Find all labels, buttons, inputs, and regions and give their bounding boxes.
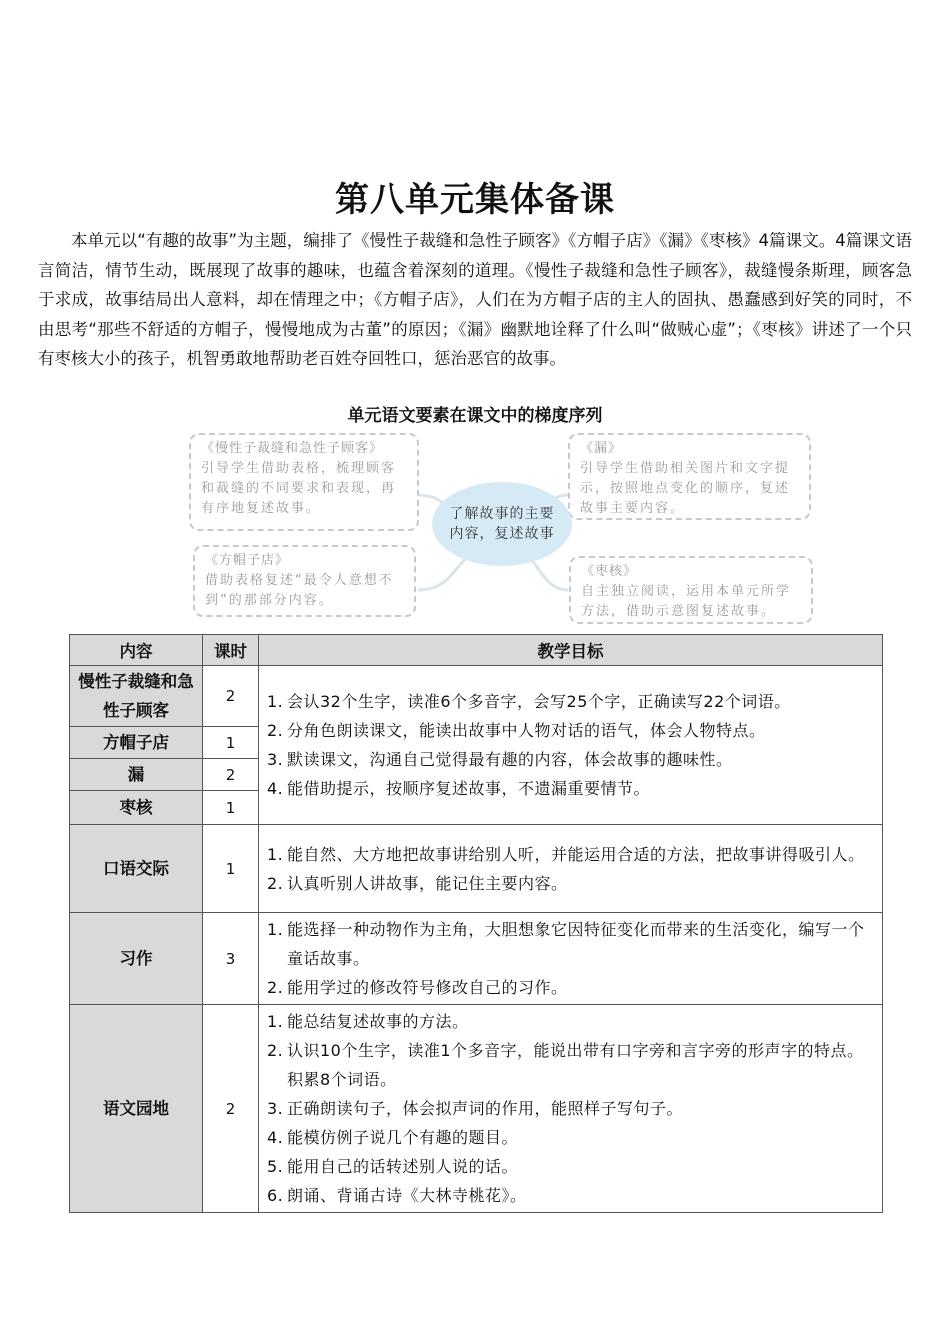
table-row <box>70 666 883 727</box>
lesson-name: 慢性子裁缝和急性子顾客 <box>70 666 203 727</box>
node-title: 《方帽子店》 <box>205 553 290 568</box>
lesson-name: 方帽子店 <box>70 727 203 759</box>
goal-item: 1. 能总结复述故事的方法。 <box>267 1012 469 1031</box>
node-title: 《漏》 <box>580 441 623 456</box>
page-title: 第八单元集体备课 <box>335 180 615 220</box>
goal-item: 5. 能用自己的话转述别人说的话。 <box>267 1157 519 1176</box>
mind-map-node-date-pit <box>569 556 813 624</box>
header-goals: 教学目标 <box>259 635 883 666</box>
header-content: 内容 <box>70 635 203 666</box>
lesson-name: 漏 <box>70 759 203 791</box>
goal-item: 6. 朗诵、背诵古诗《大林寺桃花》。 <box>267 1186 527 1205</box>
lesson-hours: 2 <box>203 759 259 791</box>
node-title: 《慢性子裁缝和急性子顾客》 <box>201 441 384 456</box>
section-name: 口语交际 <box>70 825 203 913</box>
goal-list <box>267 1007 874 1210</box>
section-name: 习作 <box>70 913 203 1005</box>
section-goals-cell <box>259 1005 883 1213</box>
mind-map-node-leak <box>568 433 811 520</box>
table-row <box>70 1005 883 1213</box>
goal-item: 3. 正确朗读句子，体会拟声词的作用，能照样子写句子。 <box>267 1099 684 1118</box>
goal-item: 2. 认识10个生字，读准1个多音字，能说出带有口字旁和言字旁的形声字的特点。积累8个词语。 <box>267 1041 864 1089</box>
teaching-goals-table <box>69 634 883 1213</box>
lesson-hours: 1 <box>203 791 259 825</box>
goal-item: 2. 能用学过的修改符号修改自己的习作。 <box>267 978 568 997</box>
unit-introduction: 本单元以“有趣的故事”为主题，编排了《慢性子裁缝和急性子顾客》《方帽子店》《漏》《枣核》4篇课文。4篇课文语言简洁，情节生动，既展现了故事的趣味，也蕴含着深刻的道理。《慢性子裁缝和急性子顾客》，裁缝慢条斯理，顾客急于求成，故事结局出人意料，却在情理之中；《方帽子店》，人们在为方帽子店的主人的固执、愚蠢感到好笑的同时，不由思考“那些不舒适的方帽子，慢慢地成为古董”的原因；《漏》幽默地诠释了什么叫“做贼心虚”；《枣核》讲述了一个只有枣核大小的孩子，机智勇敢地帮助老百姓夺回牲口，惩治恶官的故事。 <box>38 231 912 368</box>
lesson-goals-cell <box>259 666 883 825</box>
section-hours: 3 <box>203 913 259 1005</box>
section-goals-cell <box>259 913 883 1005</box>
goal-item: 2. 认真听别人讲故事，能记住主要内容。 <box>267 873 568 893</box>
goal-item: 1. 能自然、大方地把故事讲给别人听，并能运用合适的方法，把故事讲得吸引人。 <box>267 844 865 864</box>
table-row <box>70 913 883 1005</box>
diagram-title: 单元语文要素在课文中的梯度序列 <box>347 406 603 426</box>
table-row <box>70 825 883 913</box>
goal-item: 3. 默读课文，沟通自己觉得最有趣的内容，体会故事的趣味性。 <box>267 750 733 769</box>
mind-map-center <box>432 482 572 566</box>
connector-bottom-left <box>418 555 470 590</box>
node-body: 自主独立阅读，运用本单元所学方法，借助示意图复述故事。 <box>581 584 792 619</box>
goal-list <box>267 915 874 1002</box>
lesson-hours: 2 <box>203 666 259 727</box>
center-text: 了解故事的主要内容，复述故事 <box>449 506 555 542</box>
node-title: 《枣核》 <box>581 564 638 579</box>
goal-item: 1. 能选择一种动物作为主角，大胆想象它因特征变化而带来的生活变化，编写一个童话故事。 <box>267 920 865 968</box>
node-body: 引导学生借助相关图片和文字提示，按照地点变化的顺序，复述故事主要内容。 <box>580 461 791 516</box>
section-hours: 1 <box>203 825 259 913</box>
node-body: 借助表格复述“最令人意想不到”的那部分内容。 <box>205 573 394 608</box>
goal-item: 2. 分角色朗读课文，能读出故事中人物对话的语气，体会人物特点。 <box>267 721 766 740</box>
section-hours: 2 <box>203 1005 259 1213</box>
goal-item: 1. 会认32个生字，读准6个多音字，会写25个字，正确读写22个词语。 <box>267 692 791 711</box>
mind-map-node-tailor <box>189 433 419 531</box>
header-hours: 课时 <box>203 635 259 666</box>
goal-list <box>267 840 874 898</box>
lesson-hours: 1 <box>203 727 259 759</box>
table-header-row <box>70 635 883 666</box>
lesson-name: 枣核 <box>70 791 203 825</box>
section-goals-cell <box>259 825 883 913</box>
goal-item: 4. 能模仿例子说几个有趣的题目。 <box>267 1128 519 1147</box>
node-body: 引导学生借助表格，梳理顾客和裁缝的不同要求和表现，再有序地复述故事。 <box>201 461 397 516</box>
section-name: 语文园地 <box>70 1005 203 1213</box>
mind-map-node-square-hat <box>193 545 416 617</box>
goal-list <box>267 687 874 803</box>
goal-item: 4. 能借助提示，按顺序复述故事，不遗漏重要情节。 <box>267 779 651 798</box>
